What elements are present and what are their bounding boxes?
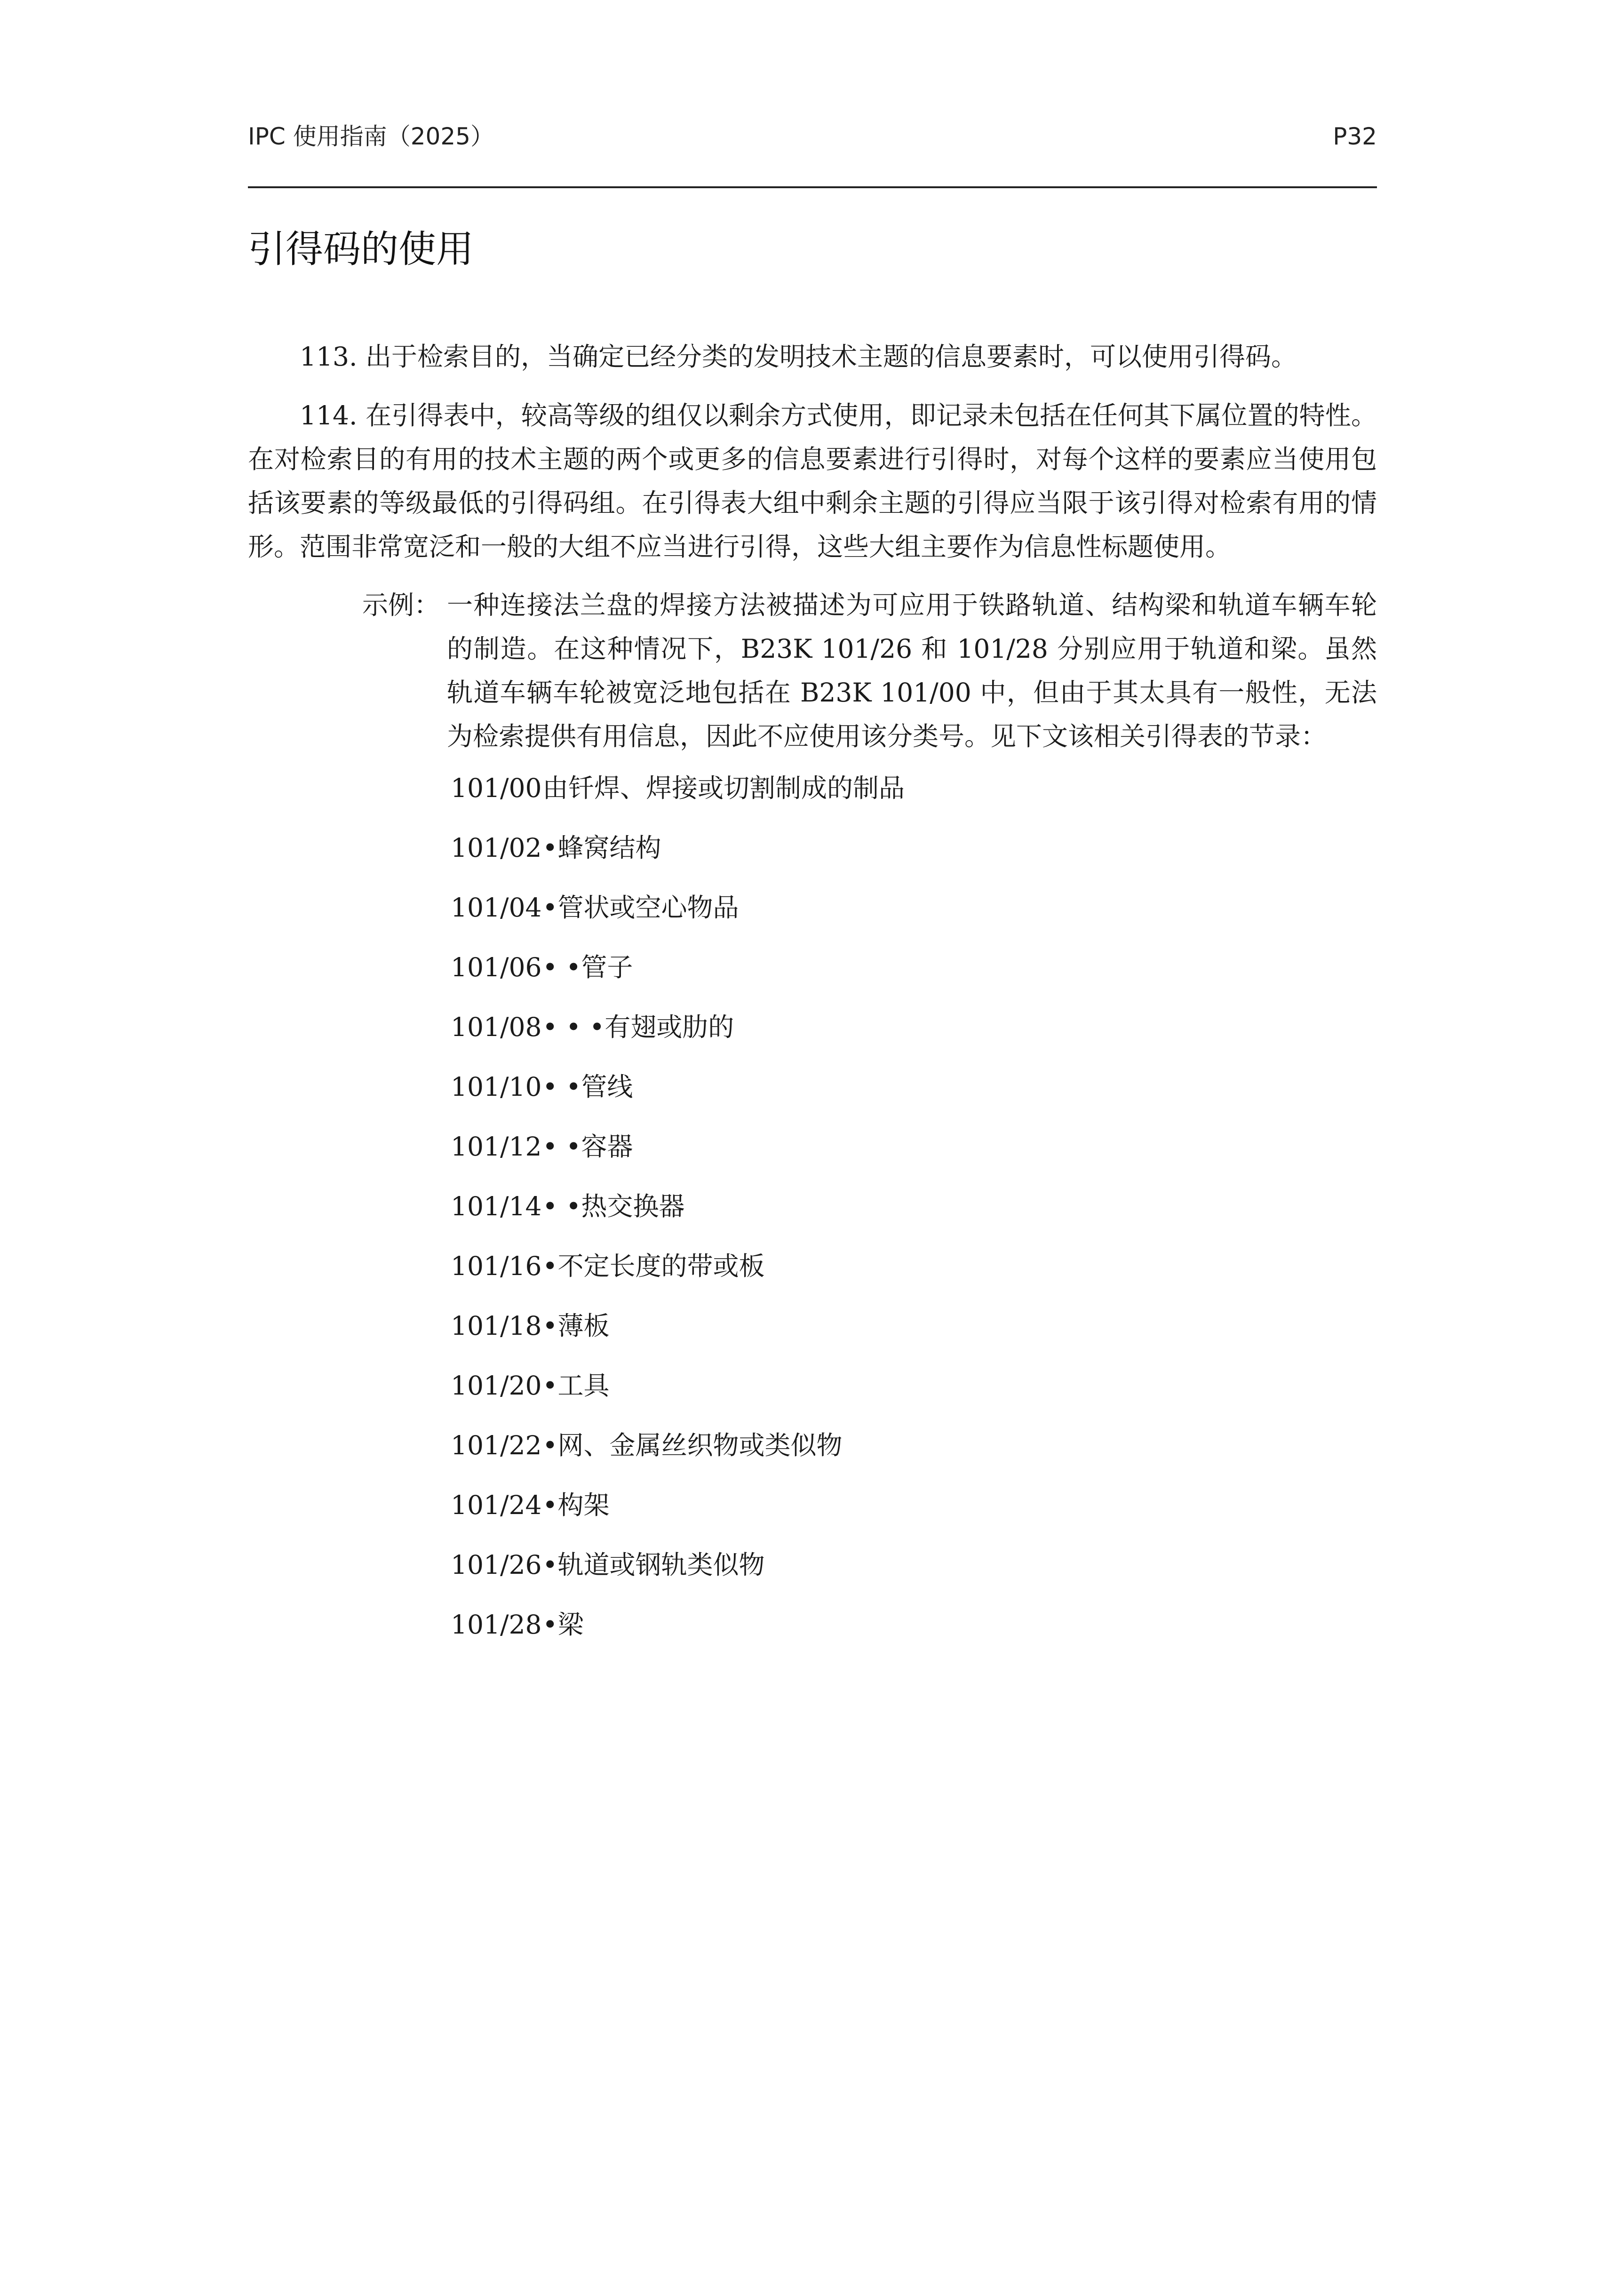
index-title: •轨道或钢轨类似物: [542, 1550, 765, 1580]
index-code: 101/02: [451, 833, 542, 863]
page-number: P32: [1333, 123, 1377, 150]
page-header: [248, 118, 1377, 155]
index-title: •网、金属丝织物或类似物: [542, 1430, 843, 1460]
index-title: •不定长度的带或板: [542, 1251, 765, 1281]
index-code: 101/00: [451, 773, 542, 803]
paragraph-113: [248, 335, 1377, 379]
index-title: • •管线: [542, 1072, 633, 1102]
index-code: 101/20: [451, 1371, 542, 1401]
index-row: [451, 891, 1297, 951]
example-block: [362, 583, 1377, 758]
index-title: •蜂窝结构: [542, 833, 661, 863]
index-title: •薄板: [542, 1311, 610, 1341]
index-title: •管状或空心物品: [542, 893, 739, 923]
example-label: 示例：: [362, 590, 440, 620]
index-code: 101/18: [451, 1311, 542, 1341]
index-code: 101/08: [451, 1012, 542, 1042]
index-title: • •管子: [542, 952, 633, 982]
index-row: [451, 1608, 1297, 1668]
paragraph-number: 114.: [300, 400, 358, 430]
index-title: •梁: [542, 1610, 584, 1640]
index-title: 由钎焊、焊接或切割制成的制品: [542, 773, 905, 803]
index-row: [451, 772, 1297, 831]
index-row: [451, 1011, 1297, 1070]
header-title: IPC 使用指南（2025）: [248, 123, 494, 150]
index-row: [451, 1130, 1297, 1190]
index-code: 101/04: [451, 893, 542, 923]
paragraph-text: 出于检索目的，当确定已经分类的发明技术主题的信息要素时，可以使用引得码。: [365, 342, 1297, 372]
index-scheme-excerpt: [451, 772, 1297, 1668]
index-row: [451, 1369, 1297, 1429]
paragraph-number: 113.: [300, 342, 358, 372]
index-row: [451, 1190, 1297, 1250]
section-title: 引得码的使用: [248, 227, 474, 271]
index-row: [451, 951, 1297, 1011]
index-row: [451, 831, 1297, 891]
index-title: •构架: [542, 1490, 610, 1520]
index-code: 101/26: [451, 1550, 542, 1580]
paragraph-114: [248, 394, 1377, 569]
index-title: •工具: [542, 1371, 610, 1401]
index-row: [451, 1548, 1297, 1608]
index-row: [451, 1250, 1297, 1309]
index-code: 101/22: [451, 1430, 542, 1460]
index-row: [451, 1489, 1297, 1548]
index-row: [451, 1070, 1297, 1130]
index-title: • • •有翅或肋的: [542, 1012, 734, 1042]
index-code: 101/28: [451, 1610, 542, 1640]
index-row: [451, 1309, 1297, 1369]
index-code: 101/24: [451, 1490, 542, 1520]
index-row: [451, 1429, 1297, 1489]
index-code: 101/14: [451, 1191, 542, 1221]
header-divider: [248, 186, 1377, 188]
index-title: • •热交换器: [542, 1191, 685, 1221]
index-code: 101/16: [451, 1251, 542, 1281]
example-text: 一种连接法兰盘的焊接方法被描述为可应用于铁路轨道、结构梁和轨道车辆车轮的制造。在这种情况下，B23K 101/26 和 101/28 分别应用于轨道和梁。虽然轨道车辆车轮被宽泛地包括在 B23K 101/00 中，但由于其太具有一般性，无法为检索提供有用信息，因此不应使用该分类号。见下文该相关引得表的节录：: [447, 590, 1377, 751]
index-code: 101/06: [451, 952, 542, 982]
index-code: 101/10: [451, 1072, 542, 1102]
paragraph-text: 在引得表中，较高等级的组仅以剩余方式使用，即记录未包括在任何其下属位置的特性。在对检索目的有用的技术主题的两个或更多的信息要素进行引得时，对每个这样的要素应当使用包括该要素的等级最低的引得码组。在引得表大组中剩余主题的引得应当限于该引得对检索有用的情形。范围非常宽泛和一般的大组不应当进行引得，这些大组主要作为信息性标题使用。: [248, 400, 1377, 562]
index-code: 101/12: [451, 1132, 542, 1162]
index-title: • •容器: [542, 1132, 633, 1162]
